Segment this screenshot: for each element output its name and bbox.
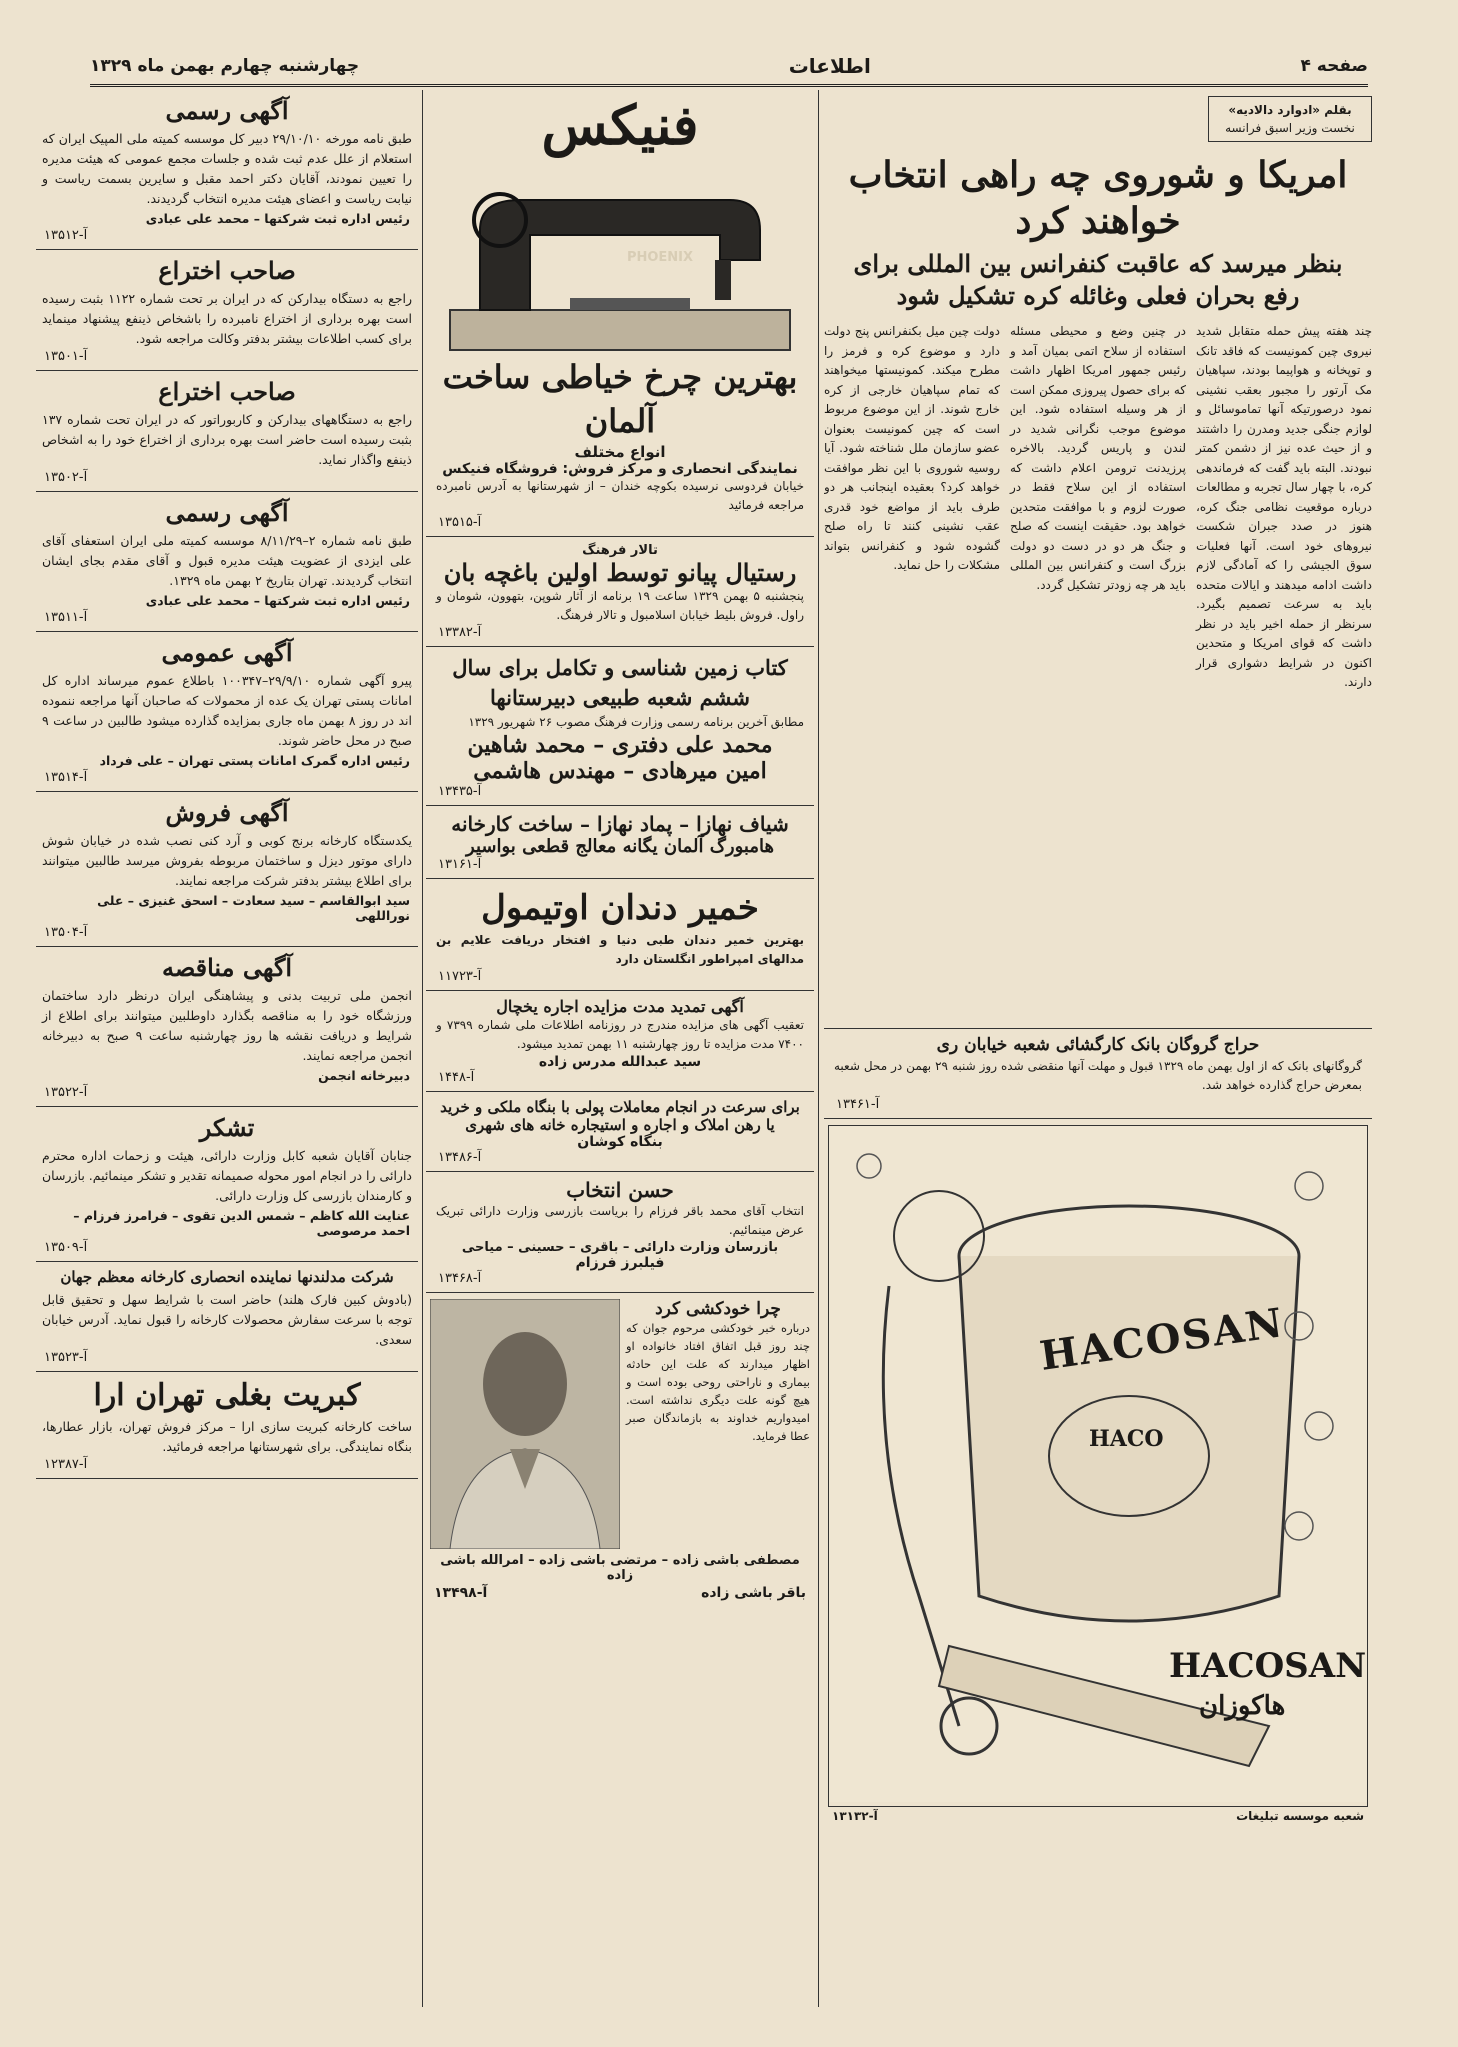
notice-heading: صاحب اختراع: [158, 256, 296, 285]
book-body: مطابق آخرین برنامه رسمی وزارت فرهنگ مصوب ۲۶ شهریور ۱۳۲۹: [468, 715, 804, 729]
notice-signature: رئیس اداره ثبت شرکتها – محمد علی عبادی: [145, 593, 410, 608]
recital-title: رستیال پیانو توسط اولین باغچه بان: [443, 558, 797, 587]
notice-heading: صاحب اختراع: [158, 377, 296, 406]
article-col-3: دولت چین میل بکنفرانس پنج دولت دارد و موضوع کره و فرمز را مطرح میکند. کمونیستها میخواهند که تمام سپاهیان خارجی از کره خارج شوند. از این موضوع مربوط است که چین کمونیست بعنوان عضو سازمان ملل شناخته شود. آیا روسیه شوروی با این نظر موافقت خواهد کرد؟ بعقیده اینجانب هر دو طرف باید از مواضع خود قدری عقب نشینی کنند تا راه صلح گشوده شود و کنفرانس بتواند مشکلات را حل نماید.: [824, 324, 1000, 572]
hosn-signers: بازرسان وزارت دارائی – باقری – حسینی – میاحی: [461, 1240, 779, 1255]
notice-body: راجع به دستگاه بیدارکن که در ایران بر تحت شماره ۱۱۲۲ بثبت رسیده است بهره برداری از اختراع نامبرده را باشخاص ذینفع پیشنهاد مینماید برای کسب اطلاعات بیشتر بدفتر وکالت مراجعه شود.: [42, 291, 413, 346]
hacosan-logo: HACOSAN: [1169, 1646, 1367, 1686]
column-rule: [422, 90, 423, 2007]
toothpaste-ad: [430, 885, 810, 984]
page-label: صفحه ۴: [1300, 56, 1368, 76]
issue-date: چهارشنبه چهارم بهمن ماه ۱۳۲۹: [90, 56, 360, 76]
nahaza-ref: آ-۱۳۱۶۱: [438, 857, 482, 872]
rental-title: آگهی تمدید مدت مزایده اجاره یخچال: [496, 997, 744, 1016]
story-body: درباره خبر خودکشی مرحوم جوان که چند روز قبل اتفاق افتاد خانواده او اظهار میدارند که علت این حادثه بیماری و ناراحتی روحی بوده است و هیچ گونه علت دیگری نداشته است. امیدواریم خداوند به بازماندگان صبر عطا فرماید.: [626, 1321, 810, 1443]
book-ad: [430, 653, 810, 799]
recital-ad: [430, 543, 810, 640]
notice-ref: آ-۱۳۵۲۲: [44, 1085, 88, 1100]
notice-divider: [36, 370, 418, 371]
rental-ad: [430, 997, 810, 1085]
notice-block: [36, 377, 418, 492]
phoenix-ref: آ-۱۳۵۱۵: [438, 515, 482, 530]
notice-heading: آگهی رسمی: [165, 96, 289, 125]
phoenix-ad: [430, 90, 810, 530]
notice-ref: آ-۱۲۳۸۷: [44, 1457, 88, 1472]
hosn-ref: آ-۱۳۴۶۸: [438, 1271, 482, 1286]
notice-ref: آ-۱۳۵۲۳: [44, 1350, 88, 1365]
rental-body: تعقیب آگهی های مزایده مندرج در روزنامه اطلاعات ملی شماره ۷۳۹۹ و ۷۴۰۰ مدت مزایده تا روز چهارشنبه ۱۱ بهمن تمدید میشود.: [436, 1018, 805, 1051]
phoenix-line1: انواع مختلف: [574, 443, 666, 461]
notice-divider: [36, 1106, 418, 1107]
article-col-1: چند هفته پیش حمله متقابل شدید نیروی چین کمونیست که فاقد تانک و توپخانه و هواپیما بودند، سپاهیان مک آرتور را مجبور بعقب نشینی نمود درصورتیکه آنها تماموسائل و لوازم جنگی جدید ومدرن را داشتند و از حیث عده نیز از دشمن کمتر نبودند. البته باید گفت که فرماندهی کره، با چهار سال تجربه و مطالعات درباره موقعیت نظامی جنگ کره، هنوز در صدد جبران شکست نیروهای خود است. آنها فعلیات سوق الجیشی را که آمادگی لازم داشت ادامه میدهند و ایالات متحده باید به سرعت تصمیم بگیرد. سرنظر از حمله اخیر باید در نظر داشت که قوای امریکا و متحدین اکنون در شرایط دشواری قرار دارند.: [1196, 324, 1372, 689]
hacosan-sub: HACO: [1089, 1426, 1164, 1452]
notice-heading: آگهی فروش: [165, 798, 289, 827]
notice-heading: آگهی رسمی: [165, 498, 289, 527]
notice-ref: آ-۱۳۵۱۱: [44, 610, 88, 625]
notice-heading: آگهی عمومی: [161, 638, 293, 667]
realestate-ad: [430, 1098, 810, 1165]
story-block: [430, 1299, 810, 1549]
notice-divider: [36, 791, 418, 792]
notice-body: یکدستگاه کارخانه برنج کوبی و آرد کنی نصب شده در خیابان شوش دارای موتور دیزل و ساختمان مربوطه بفروش میرسد طالبین میتوانند برای اطلاع بیشتر بدفتر شرکت مراجعه نمایند.: [42, 833, 412, 888]
notice-body: انجمن ملی تربیت بدنی و پیشاهنگی ایران درنظر دارد ساختمان ورزشگاه خود را به مناقصه بگذارد داوطلبین میتوانند برای اطلاع از شرایط و دریافت نقشه ها روز چهارشنبه ساعت ۹ صبح به دبیرخانه انجمن مراجعه نمایند.: [42, 988, 412, 1063]
book-authors-2: امین میرهادی – مهندس هاشمی: [473, 758, 767, 784]
auction-notice: [828, 1035, 1368, 1112]
nahaza-title: شیاف نهازا – پماد نهازا – ساخت کارخانه: [451, 812, 789, 836]
book-authors-1: محمد علی دفتری – محمد شاهین: [467, 732, 773, 758]
story-ref: آ-۱۳۴۹۸: [434, 1585, 488, 1601]
notice-body: طبق نامه شماره ۲–۸/۱۱/۲۹ موسسه کمیته ملی ایران استعفای آقای علی ایزدی از عضویت هیئت مدیره قبول و آقای مقدم بجای ایشان انتخاب گردیدند. تهران بتاریخ ۲ بهمن ماه ۱۳۲۹.: [42, 533, 412, 588]
toothpaste-title: خمیر دندان اوتیمول: [481, 888, 759, 928]
notice-block: [36, 1378, 418, 1479]
notice-heading: تشکر: [199, 1113, 255, 1142]
hosn-title: حسن انتخاب: [566, 1178, 674, 1202]
portrait-photo: [430, 1299, 620, 1549]
realestate-title: برای سرعت در انجام معاملات پولی با بنگاه ملکی و خرید: [440, 1098, 800, 1116]
notice-body: (بادوش کبین فارک هلند) حاضر است با شرایط سهل و تحقیق قابل توجه با سرعت سفارش محصولات کارخانه را قبول نماید. آدرس خیابان سعدی.: [42, 1292, 412, 1347]
notice-block: [36, 798, 418, 947]
notice-heading: شرکت مدلندنها نماینده انحصاری کارخانه معظم جهان: [60, 1268, 394, 1286]
article-body: [824, 322, 1372, 1022]
byline-box: [1208, 96, 1372, 142]
nahaza-ad: [430, 812, 810, 872]
phoenix-brand: فنیکس: [541, 93, 699, 157]
machine-label: PHOENIX: [626, 250, 694, 265]
notice-divider: [36, 1261, 418, 1262]
hacosan-brand-fa: هاکوزان: [1199, 1691, 1286, 1721]
notice-divider: [36, 946, 418, 947]
paper-name: اطلاعات: [788, 54, 871, 78]
notice-ref: آ-۱۳۵۱۴: [44, 770, 88, 785]
masthead: [90, 48, 1368, 87]
nahaza-subtitle: هامبورگ آلمان یگانه معالج قطعی بواسیر: [466, 836, 774, 857]
book-title: کتاب زمین شناسی و تکامل برای سال ششم شعبه طبیعی دبیرستانها: [452, 655, 788, 710]
notice-heading: کبریت بغلی تهران ارا: [93, 1378, 361, 1413]
story-signers: مصطفی باشی زاده – مرتضی باشی زاده – امرالله باشی زاده: [440, 1553, 800, 1583]
headline: امریکا و شوروی چه راهی انتخاب خواهند کرد: [848, 154, 1348, 242]
realestate-subtitle: یا رهن املاک و اجاره و استیجاره خانه های شهری: [465, 1116, 775, 1134]
hosn-name: فیلبرز فرزام: [575, 1255, 665, 1271]
hacosan-ref: آ-۱۳۱۳۲: [832, 1809, 878, 1823]
notice-heading: آگهی مناقصه: [161, 953, 293, 982]
phoenix-tagline: بهترین چرخ خیاطی ساخت آلمان: [442, 358, 798, 440]
notice-body: راجع به دستگاههای بیدارکن و کاربوراتور که در ایران تحت شماره ۱۳۷ بثبت رسیده است حاضر است بهره برداری از اختراع خود را به اشخاص ذینفع واگذار نماید.: [42, 412, 412, 467]
hosn-ad: [430, 1178, 810, 1286]
auction-body: گروگانهای بانک که از اول بهمن ماه ۱۳۲۹ قبول و مهلت آنها منقضی شده روز شنبه ۲۹ بهمن در محل شعبه بمعرض حراج گذارده خواهد شد.: [834, 1059, 1362, 1092]
toothpaste-body: بهترین خمیر دندان طبی دنیا و افتخار دریافت علایم بن مدالهای امپراطور انگلستان دارد: [436, 933, 804, 966]
recital-ref: آ-۱۳۳۸۲: [438, 625, 482, 640]
auction-title: حراج گروگان بانک کارگشائی شعبه خیابان ری: [936, 1035, 1260, 1055]
hacosan-can-label: HACOSAN: [1036, 1299, 1288, 1380]
notice-signature: رئیس اداره گمرک امانات پستی تهران – علی فرداد: [99, 753, 410, 768]
story-footer: [426, 1583, 814, 1603]
story-signer2: باقر باشی زاده: [701, 1585, 806, 1601]
auction-ref: آ-۱۳۴۶۱: [836, 1097, 880, 1112]
notice-divider: [36, 491, 418, 492]
notice-body: پیرو آگهی شماره ۲۹/۹/۱۰–۱۰۰۳۴۷ باطلاع عموم میرساند اداره کل امانات پستی تهران یک عده از محمولات که صاحبان آنها مراجعه ننموده اند در روز ۸ بهمن ماه جاری بمزایده گذارده میشود طالبین در ساعت ۹ صبح در محل حاضر شوند.: [42, 673, 412, 748]
subhead: بنظر میرسد که عاقبت کنفرانس بین المللی برای رفع بحران فعلی وغائله کره تشکیل شود: [853, 249, 1343, 310]
book-ref: آ-۱۳۴۳۵: [438, 784, 482, 799]
toothpaste-ref: آ-۱۱۷۲۳: [438, 969, 482, 984]
notices-column: [36, 90, 418, 2017]
notice-block: [36, 256, 418, 371]
notice-ref: آ-۱۳۵۰۱: [44, 349, 88, 364]
column-rule: [818, 90, 819, 2007]
recital-body: پنجشنبه ۵ بهمن ۱۳۲۹ ساعت ۱۹ برنامه از آثار شوپن، بتهوون، شومان و راول. فروش بلیط خیابان اسلامبول و تالار فرهنگ.: [436, 589, 804, 622]
notice-signature: سید ابوالقاسم – سید سعادت – اسحق غنیزی – علی نوراللهی: [97, 893, 410, 923]
rental-signer: سید عبدالله مدرس زاده: [538, 1054, 702, 1070]
realestate-ref: آ-۱۳۴۸۶: [438, 1150, 482, 1165]
article-col-2: در چنین وضع و محیطی مسئله استفاده از سلاح اتمی بمیان آمد و رئیس جمهور امریکا اظهار داشت که برای حصول پیروزی ممکن است از هر وسیله استفاده شود. این موضوع موجب نگرانی شدید در لندن و پاریس گردید. بالاخره پرزیدنت ترومن اعلام داشت که استفاده از این سلاح فقط در صورت لزوم و با موافقت متحدین خواهد بود. حقیقت اینست که صلح و جنگ هر دو در دست دو دولت بزرگ است و کنفرانس بین المللی باید هر چه زودتر تشکیل گردد.: [1010, 324, 1186, 592]
hosn-body: انتخاب آقای محمد باقر فرزام را بریاست بازرسی وزارت دارائی تبریک عرض مینمائیم.: [436, 1204, 804, 1237]
notice-block: [36, 953, 418, 1107]
notice-body: ساخت کارخانه کبریت سازی ارا – مرکز فروش تهران، بازار عطارها، بنگاه نمایندگی. برای شهرستانها مراجعه فرمائید.: [42, 1419, 412, 1454]
recital-venue: تالار فرهنگ: [582, 543, 658, 558]
notice-signature: رئیس اداره ثبت شرکتها – محمد علی عبادی: [145, 211, 410, 226]
notice-block: [36, 96, 418, 250]
story-headline: چرا خودکشی کرد: [655, 1299, 781, 1319]
phoenix-line2: نمایندگی انحصاری و مرکز فروش: فروشگاه فنیکس: [442, 461, 798, 477]
notice-divider: [36, 1478, 418, 1479]
byline-sub: نخست وزیر اسبق فرانسه: [1225, 121, 1355, 135]
notice-ref: آ-۱۳۵۰۹: [44, 1240, 88, 1255]
hacosan-ad: [828, 1125, 1368, 1807]
notice-block: [36, 1113, 418, 1262]
notice-block: [36, 498, 418, 632]
realestate-name: بنگاه کوشان: [577, 1134, 663, 1150]
hacosan-credit: شعبه موسسه تبلیغات: [1236, 1809, 1364, 1823]
article-column: [824, 90, 1372, 2017]
sewing-machine-image: [430, 160, 810, 370]
notice-signature: عنایت الله کاظم – شمس الدین تقوی – فرامرز فرزام – احمد مرصوصی: [73, 1208, 410, 1238]
phoenix-line3: خیابان فردوسی نرسیده بکوچه خندان – از شهرستانها به آدرس نامبرده مراجعه فرمائید: [436, 479, 804, 512]
notice-ref: آ-۱۳۵۰۴: [44, 925, 88, 940]
notice-block: [36, 1268, 418, 1372]
notice-ref: آ-۱۳۵۱۲: [44, 228, 88, 243]
notice-body: جنابان آقایان شعبه کابل وزارت دارائی، هیئت و زحمات اداره محترم دارائی را در انجام امور محوله صمیمانه تقدیر و تشکر مینمائیم. بازرسان و کارمندان بازرسی کل وزارت دارائی.: [42, 1148, 412, 1203]
hacosan-illustration: [829, 1126, 1368, 1802]
byline: بقلم «ادوارد دالادیه»: [1228, 103, 1352, 117]
hacosan-footer: [824, 1807, 1372, 1825]
notice-divider: [36, 631, 418, 632]
rental-ref: آ-۱۴۴۸: [438, 1070, 475, 1085]
middle-column: [426, 90, 814, 2017]
notice-body: طبق نامه مورخه ۲۹/۱۰/۱۰ دبیر کل موسسه کمیته ملی المپیک ایران که استعلام از علل عدم ثبت شده و جلسات مجمع عمومی که هیئت مدیره را تعیین نمودند، آقایان دکتر احمد مقبل و سایرین بسمت ریاست و نیابت ریاست و اعضای هیئت مدیره انتخاب گردیدند.: [42, 131, 412, 206]
notice-ref: آ-۱۳۵۰۲: [44, 470, 88, 485]
notice-divider: [36, 1371, 418, 1372]
notice-block: [36, 638, 418, 792]
notice-signature: دبیرخانه انجمن: [318, 1068, 410, 1083]
notice-divider: [36, 249, 418, 250]
